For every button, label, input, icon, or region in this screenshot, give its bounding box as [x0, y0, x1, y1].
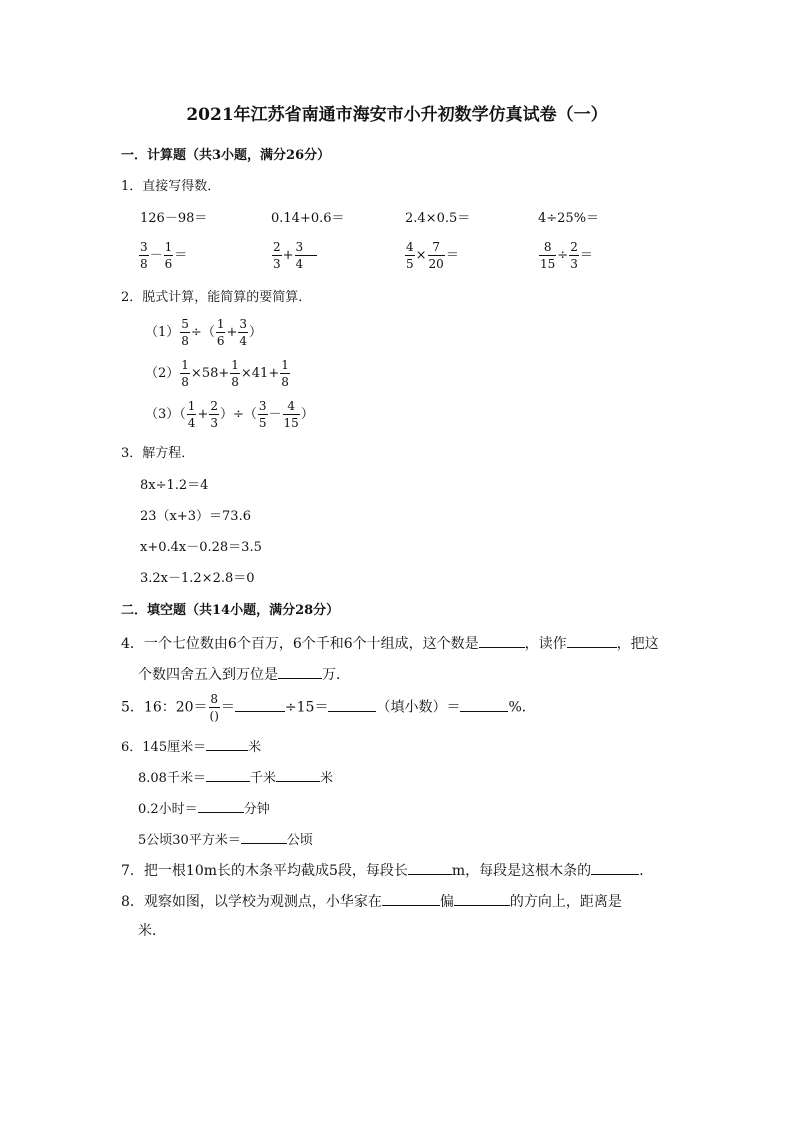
answer-blank[interactable] [206, 738, 248, 751]
q1-item-8: $\frac{8}{15}$ ÷ $\frac{2}{3}$ ＝ [540, 240, 593, 271]
fraction: $\frac{1}{8}$ [231, 358, 239, 389]
fraction: $\frac{1}{4}$ [187, 399, 196, 430]
q4-line-2: 个数四舍五入到万位是 万． [138, 667, 350, 683]
q4-line-1: 4．一个七位数由6个百万，6个千和6个十组成，这个数是 ，读作 ，把这 [121, 636, 659, 652]
answer-blank[interactable] [454, 893, 510, 906]
q2-part-1: （1） $\frac{5}{8}$ ÷（ $\frac{1}{6}$ + $\frac{3}{4}$ ） [145, 317, 263, 348]
q6-line-3: 0.2小时＝ 分钟 [138, 802, 270, 817]
answer-blank[interactable] [328, 699, 376, 712]
fraction: $\frac{3}{5}$ [258, 399, 267, 430]
q3-equation-4: 3.2x－1.2×2.8＝0 [140, 571, 255, 586]
q1-item-4: 4÷25%＝ [538, 211, 600, 226]
fraction: $\frac{2}{3}$ [210, 399, 218, 430]
answer-blank[interactable] [206, 769, 250, 782]
answer-blank[interactable] [278, 666, 322, 679]
answer-blank[interactable] [591, 862, 639, 875]
section-1-heading: 一．计算题（共3小题，满分26分） [121, 148, 331, 163]
fraction: $\frac{3}{4}$ [239, 317, 248, 348]
answer-blank[interactable] [241, 831, 287, 844]
fraction: $\frac{1}{6}$ [164, 240, 173, 271]
fraction: $\frac{4}{5}$ [406, 240, 414, 271]
answer-blank[interactable] [567, 635, 617, 648]
answer-blank[interactable] [382, 893, 440, 906]
fraction: $\frac{3}{8}$ [140, 240, 148, 271]
answer-blank[interactable] [276, 769, 320, 782]
q2-part-3: （3）（ $\frac{1}{4}$ + $\frac{2}{3}$ ）÷（ $\frac{3}{5}$ － $\frac{4}{15}$ ） [145, 399, 314, 430]
fraction: $\frac{2}{3}$ [570, 240, 578, 271]
fraction: $\frac{8}{15}$ [540, 240, 556, 271]
q3-equation-1: 8x÷1.2＝4 [140, 478, 209, 493]
q3-stem: 3．解方程． [121, 446, 195, 461]
fraction: $\frac{7}{20}$ [428, 240, 444, 271]
q1-stem: 1．直接写得数． [121, 179, 221, 194]
section-2-heading: 二．填空题（共14小题，满分28分） [121, 603, 340, 618]
fraction: $\frac{3}{4}$ [295, 241, 318, 270]
q1-item-2: 0.14+0.6＝ [271, 211, 345, 226]
fraction: $\frac{1}{8}$ [281, 358, 289, 389]
q8-line-2: 米． [138, 923, 166, 939]
q6-line-1: 6．145厘米＝ 米 [121, 740, 262, 755]
q6-line-2: 8.08千米＝ 千米 米 [138, 771, 333, 786]
q1-item-1: 126－98＝ [140, 211, 208, 226]
answer-blank[interactable] [235, 699, 285, 712]
fraction: $\frac{1}{8}$ [181, 358, 189, 389]
q6-line-4: 5公顷30平方米＝ 公顷 [138, 833, 313, 848]
fraction: $\frac{8}{()}$ [209, 692, 219, 723]
q3-equation-3: x+0.4x－0.28＝3.5 [140, 540, 262, 555]
q1-item-3: 2.4×0.5＝ [405, 211, 471, 226]
q7-line: 7．把一根10m长的木条平均截成5段，每段长 m，每段是这根木条的 ． [121, 863, 654, 879]
q2-stem: 2．脱式计算，能简算的要简算． [121, 290, 312, 305]
fraction: $\frac{5}{8}$ [181, 317, 189, 348]
q2-part-2: （2） $\frac{1}{8}$ ×58+ $\frac{1}{8}$ ×41+ $\frac{1}{8}$ [145, 358, 289, 389]
page-title: 2021年江苏省南通市海安市小升初数学仿真试卷（一） [186, 105, 608, 125]
q5-line: 5．16：20＝ $\frac{8}{()}$ ＝ ÷15＝ （填小数）＝ %． [121, 692, 536, 723]
q1-item-7: $\frac{4}{5}$ × $\frac{7}{20}$ ＝ [406, 240, 459, 271]
fraction: $\frac{1}{6}$ [216, 317, 225, 348]
answer-blank[interactable] [479, 635, 525, 648]
q8-line-1: 8．观察如图，以学校为观测点，小华家在 偏 的方向上，距离是 [121, 894, 622, 910]
q1-item-5: $\frac{3}{8}$ － $\frac{1}{6}$ ＝ [140, 240, 188, 271]
q3-equation-2: 23（x+3）＝73.6 [140, 509, 251, 524]
fraction: $\frac{2}{3}$ [273, 240, 281, 271]
answer-blank[interactable] [198, 800, 244, 813]
answer-blank[interactable] [460, 699, 508, 712]
q1-item-6: $\frac{2}{3}$ + $\frac{3}{4}$ [271, 241, 318, 270]
answer-blank[interactable] [408, 862, 452, 875]
fraction: $\frac{4}{15}$ [283, 399, 299, 430]
